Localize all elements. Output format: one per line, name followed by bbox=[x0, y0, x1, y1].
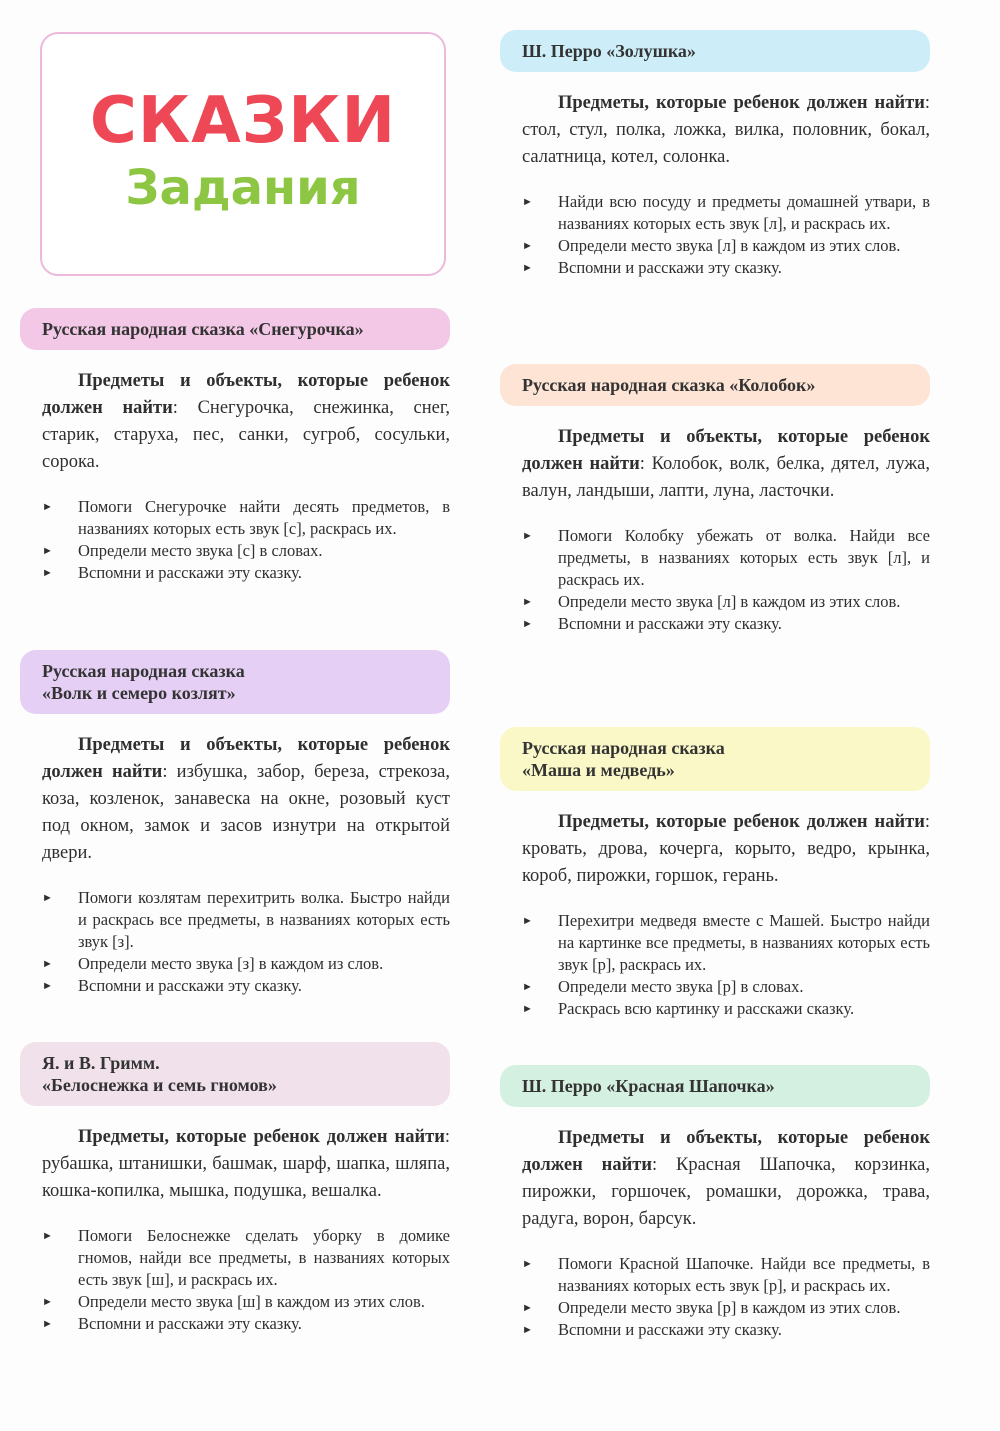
task-list bbox=[42, 1225, 450, 1335]
section-header: Я. и В. Гримм. «Белоснежка и семь гномов» bbox=[20, 1042, 450, 1106]
items-paragraph bbox=[522, 424, 930, 505]
task-list bbox=[522, 1253, 930, 1341]
triangle-bullet-icon: ► bbox=[522, 1324, 533, 1336]
triangle-bullet-icon: ► bbox=[522, 618, 533, 630]
task-item bbox=[42, 496, 450, 540]
section-header: Русская народная сказка «Волк и семеро козлят» bbox=[20, 650, 450, 714]
task-item bbox=[42, 540, 450, 562]
items-paragraph bbox=[42, 732, 450, 867]
task-text: Помоги Колобку убежать от волка. Найди все предметы, в названиях которых есть звук [л], и раскрась их. bbox=[558, 526, 930, 589]
task-text: Найди всю посуду и предметы домашней утвари, в названиях которых есть звук [л], и раскрась их. bbox=[558, 192, 930, 233]
task-text: Вспомни и расскажи эту сказку. bbox=[78, 1314, 302, 1333]
triangle-bullet-icon: ► bbox=[522, 596, 533, 608]
task-text: Помоги Снегурочке найти десять предметов, в названиях которых есть звук [с], раскрась их. bbox=[78, 497, 450, 538]
task-text: Перехитри медведя вместе с Машей. Быстро найди на картинке все предметы, в названиях которых есть звук [р], раскрась их. bbox=[558, 911, 930, 974]
task-item bbox=[522, 910, 930, 976]
task-item bbox=[522, 591, 930, 613]
fairy-tale-section bbox=[20, 1042, 450, 1335]
fairy-tale-section bbox=[500, 30, 930, 279]
items-list: : рубашка, штанишки, башмак, шарф, шапка, шляпа, кошка-копилка, мышка, подушка, вешалка. bbox=[42, 1127, 450, 1201]
task-item bbox=[522, 998, 930, 1020]
triangle-bullet-icon: ► bbox=[522, 196, 533, 208]
task-item bbox=[522, 235, 930, 257]
task-item bbox=[42, 887, 450, 953]
items-list: : кровать, дрова, кочерга, корыто, ведро, крынка, короб, пирожки, горшок, герань. bbox=[522, 812, 930, 886]
items-lead: Предметы и объекты, которые ребенок должен найти bbox=[522, 1128, 930, 1175]
fairy-tale-section bbox=[20, 650, 450, 997]
triangle-bullet-icon: ► bbox=[42, 1296, 53, 1308]
items-list: : Красная Шапочка, корзинка, пирожки, горшочек, ромашки, дорожка, трава, радуга, ворон, барсук. bbox=[522, 1155, 930, 1229]
triangle-bullet-icon: ► bbox=[42, 1318, 53, 1330]
section-header: Русская народная сказка «Колобок» bbox=[500, 364, 930, 406]
task-item bbox=[42, 1291, 450, 1313]
items-lead: Предметы и объекты, которые ребенок должен найти bbox=[42, 735, 450, 782]
task-text: Помоги Белоснежке сделать уборку в домике гномов, найди все предметы, в названиях которых есть звук [ш], и раскрась их. bbox=[78, 1226, 450, 1289]
items-list: : избушка, забор, береза, стрекоза, коза, козленок, занавеска на окне, розовый куст под окном, замок и засов изнутри на открытой двери. bbox=[42, 762, 450, 863]
triangle-bullet-icon: ► bbox=[522, 1258, 533, 1270]
task-text: Вспомни и расскажи эту сказку. bbox=[558, 614, 782, 633]
task-item bbox=[522, 191, 930, 235]
task-list bbox=[42, 887, 450, 997]
fairy-tale-section bbox=[500, 364, 930, 635]
task-text: Вспомни и расскажи эту сказку. bbox=[78, 976, 302, 995]
triangle-bullet-icon: ► bbox=[42, 567, 53, 579]
items-paragraph bbox=[42, 1124, 450, 1205]
triangle-bullet-icon: ► bbox=[42, 892, 53, 904]
task-item bbox=[42, 975, 450, 997]
triangle-bullet-icon: ► bbox=[42, 958, 53, 970]
triangle-bullet-icon: ► bbox=[42, 980, 53, 992]
fairy-tale-section bbox=[20, 308, 450, 584]
task-text: Определи место звука [ш] в каждом из этих слов. bbox=[78, 1292, 425, 1311]
items-list: : Снегурочка, снежинка, снег, старик, старуха, пес, санки, сугроб, сосульки, сорока. bbox=[42, 398, 450, 472]
section-header: Русская народная сказка «Снегурочка» bbox=[20, 308, 450, 350]
task-item bbox=[522, 976, 930, 998]
triangle-bullet-icon: ► bbox=[42, 501, 53, 513]
task-item bbox=[42, 953, 450, 975]
section-header: Ш. Перро «Золушка» bbox=[500, 30, 930, 72]
task-item bbox=[42, 1225, 450, 1291]
page-title: СКАЗКИ bbox=[89, 84, 397, 158]
triangle-bullet-icon: ► bbox=[522, 1003, 533, 1015]
items-paragraph bbox=[522, 809, 930, 890]
task-text: Помоги Красной Шапочке. Найди все предметы, в названиях которых есть звук [р], и раскрась их. bbox=[558, 1254, 930, 1295]
items-list: : стол, стул, полка, ложка, вилка, половник, бокал, салатница, котел, солонка. bbox=[522, 93, 930, 167]
task-text: Определи место звука [р] в словах. bbox=[558, 977, 804, 996]
triangle-bullet-icon: ► bbox=[522, 915, 533, 927]
task-item bbox=[522, 525, 930, 591]
triangle-bullet-icon: ► bbox=[522, 1302, 533, 1314]
task-text: Определи место звука [з] в каждом из слов. bbox=[78, 954, 384, 973]
task-text: Раскрась всю картинку и расскажи сказку. bbox=[558, 999, 855, 1018]
task-text: Определи место звука [л] в каждом из этих слов. bbox=[558, 236, 901, 255]
triangle-bullet-icon: ► bbox=[42, 1230, 53, 1242]
fairy-tale-section bbox=[500, 1065, 930, 1341]
page-subtitle: Задания bbox=[125, 160, 361, 216]
items-paragraph bbox=[522, 90, 930, 171]
task-list bbox=[42, 496, 450, 584]
task-item bbox=[42, 1313, 450, 1335]
items-lead: Предметы и объекты, которые ребенок должен найти bbox=[42, 371, 450, 418]
task-text: Определи место звука [р] в каждом из этих слов. bbox=[558, 1298, 901, 1317]
task-text: Вспомни и расскажи эту сказку. bbox=[78, 563, 302, 582]
task-item bbox=[42, 562, 450, 584]
task-text: Вспомни и расскажи эту сказку. bbox=[558, 1320, 782, 1339]
items-lead: Предметы и объекты, которые ребенок должен найти bbox=[522, 427, 930, 474]
triangle-bullet-icon: ► bbox=[42, 545, 53, 557]
task-list bbox=[522, 910, 930, 1020]
task-item bbox=[522, 257, 930, 279]
fairy-tale-section bbox=[500, 727, 930, 1020]
items-list: : Колобок, волк, белка, дятел, лужа, валун, ландыши, лапти, луна, ласточки. bbox=[522, 454, 930, 501]
task-item bbox=[522, 1319, 930, 1341]
task-item bbox=[522, 1253, 930, 1297]
items-paragraph bbox=[42, 368, 450, 476]
task-item bbox=[522, 613, 930, 635]
triangle-bullet-icon: ► bbox=[522, 530, 533, 542]
items-lead: Предметы, которые ребенок должен найти bbox=[558, 812, 925, 832]
triangle-bullet-icon: ► bbox=[522, 262, 533, 274]
task-text: Вспомни и расскажи эту сказку. bbox=[558, 258, 782, 277]
task-item bbox=[522, 1297, 930, 1319]
section-header: Ш. Перро «Красная Шапочка» bbox=[500, 1065, 930, 1107]
items-lead: Предметы, которые ребенок должен найти bbox=[78, 1127, 445, 1147]
triangle-bullet-icon: ► bbox=[522, 981, 533, 993]
items-lead: Предметы, которые ребенок должен найти bbox=[558, 93, 925, 113]
task-text: Помоги козлятам перехитрить волка. Быстро найди и раскрась все предметы, в названиях которых есть звук [з]. bbox=[78, 888, 450, 951]
title-box bbox=[40, 32, 446, 276]
task-list bbox=[522, 191, 930, 279]
task-list bbox=[522, 525, 930, 635]
section-header: Русская народная сказка «Маша и медведь» bbox=[500, 727, 930, 791]
triangle-bullet-icon: ► bbox=[522, 240, 533, 252]
items-paragraph bbox=[522, 1125, 930, 1233]
task-text: Определи место звука [с] в словах. bbox=[78, 541, 323, 560]
task-text: Определи место звука [л] в каждом из этих слов. bbox=[558, 592, 901, 611]
